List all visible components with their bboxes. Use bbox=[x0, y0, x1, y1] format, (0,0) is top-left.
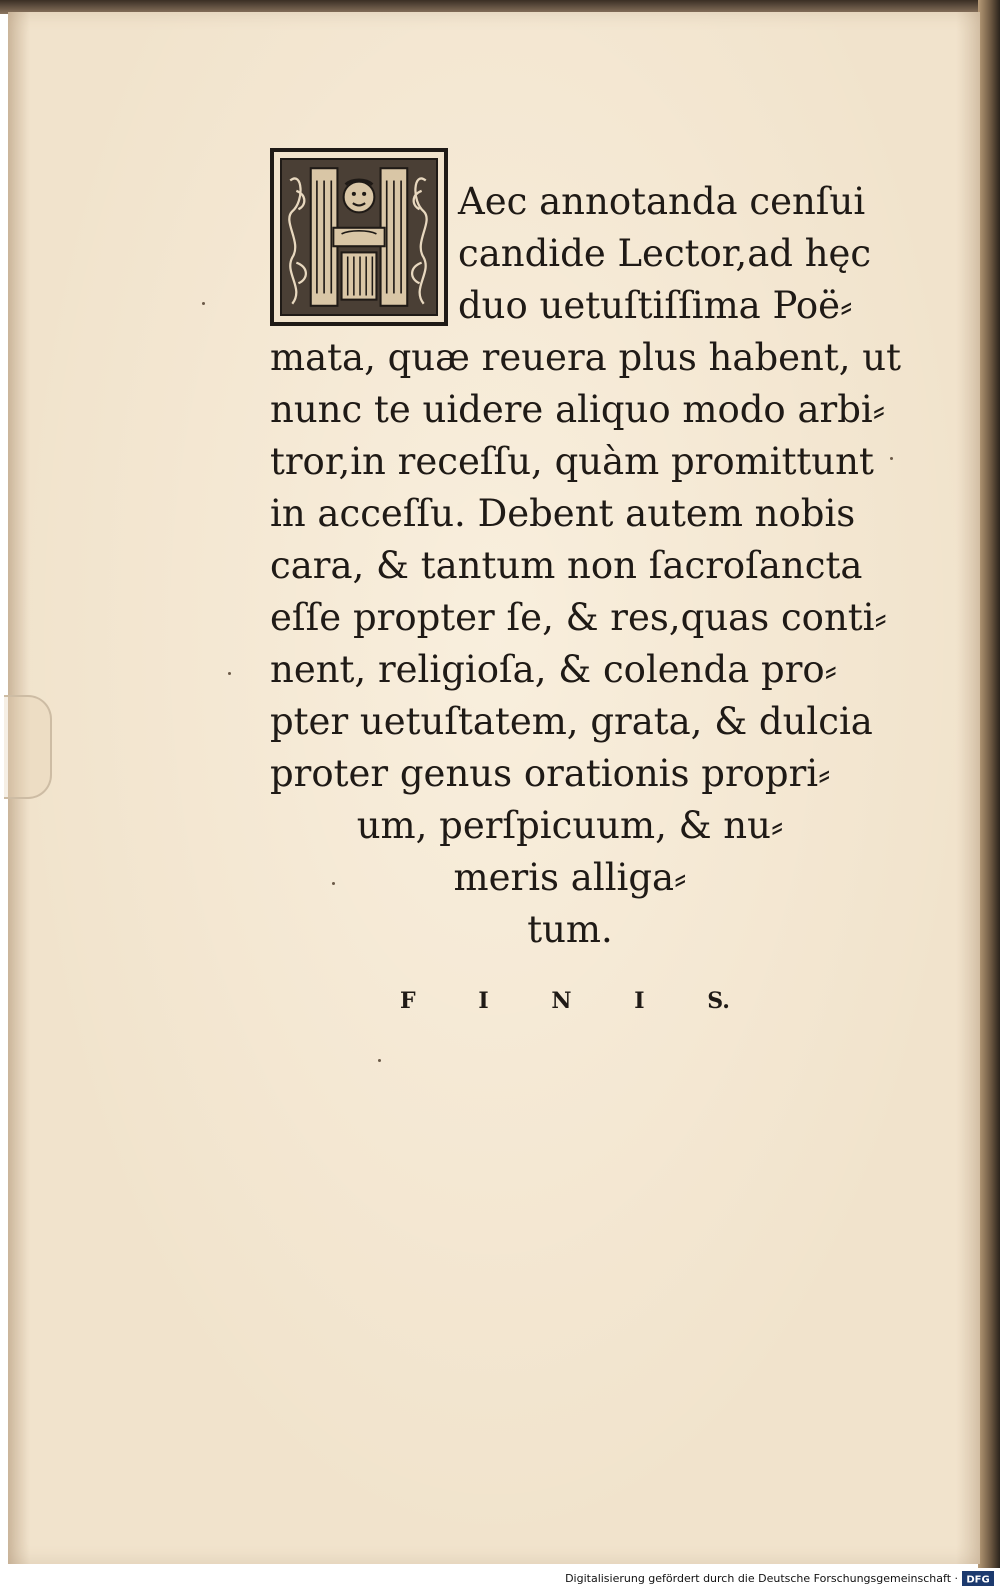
text-line: Aec annotanda cenſui bbox=[458, 180, 866, 223]
text-line: in acceſſu. Debent autem nobis bbox=[270, 492, 856, 535]
finis-letter: I bbox=[478, 988, 489, 1014]
text-line: candide Lector,ad hęc bbox=[458, 232, 872, 275]
text-line: pter uetuſtatem, grata, & dulcia bbox=[270, 700, 873, 743]
book-fore-edge bbox=[978, 0, 1000, 1591]
text-line: meris alliga⸗ bbox=[453, 856, 687, 899]
finis-letter: F bbox=[400, 988, 416, 1014]
dfg-logo-icon bbox=[962, 1571, 994, 1586]
woodcut-initial-h bbox=[270, 148, 448, 326]
text-line: nent, religioſa, & colenda pro⸗ bbox=[270, 648, 837, 691]
ornamental-h-icon bbox=[282, 160, 436, 314]
initial-frame bbox=[280, 158, 438, 316]
funding-credit: Digitalisierung gefördert durch die Deutsche Forschungsgemeinschaft · bbox=[565, 1572, 958, 1585]
page-clip-mark bbox=[4, 695, 52, 799]
finis-letter: S. bbox=[707, 988, 730, 1014]
text-line: tum. bbox=[527, 908, 613, 951]
text-line: duo uetuſtiſſima Poë⸗ bbox=[458, 284, 853, 327]
text-line: proter genus orationis propri⸗ bbox=[270, 752, 831, 795]
text-line: tror,in receſſu, quàm promittunt bbox=[270, 440, 874, 483]
text-line: eſſe propter ſe, & res,quas conti⸗ bbox=[270, 596, 887, 639]
finis-colophon bbox=[400, 988, 730, 1014]
text-line: cara, & tantum non ſacroſancta bbox=[270, 544, 863, 587]
digitization-footer bbox=[0, 1568, 1000, 1591]
text-line: um, perſpicuum, & nu⸗ bbox=[356, 804, 784, 847]
text-line: nunc te uidere aliquo modo arbi⸗ bbox=[270, 388, 886, 431]
dfg-logo-text: DFG bbox=[966, 1574, 990, 1586]
finis-letter: N bbox=[551, 988, 572, 1014]
text-line: mata, quæ reuera plus habent, ut bbox=[270, 336, 901, 379]
finis-letter: I bbox=[634, 988, 645, 1014]
